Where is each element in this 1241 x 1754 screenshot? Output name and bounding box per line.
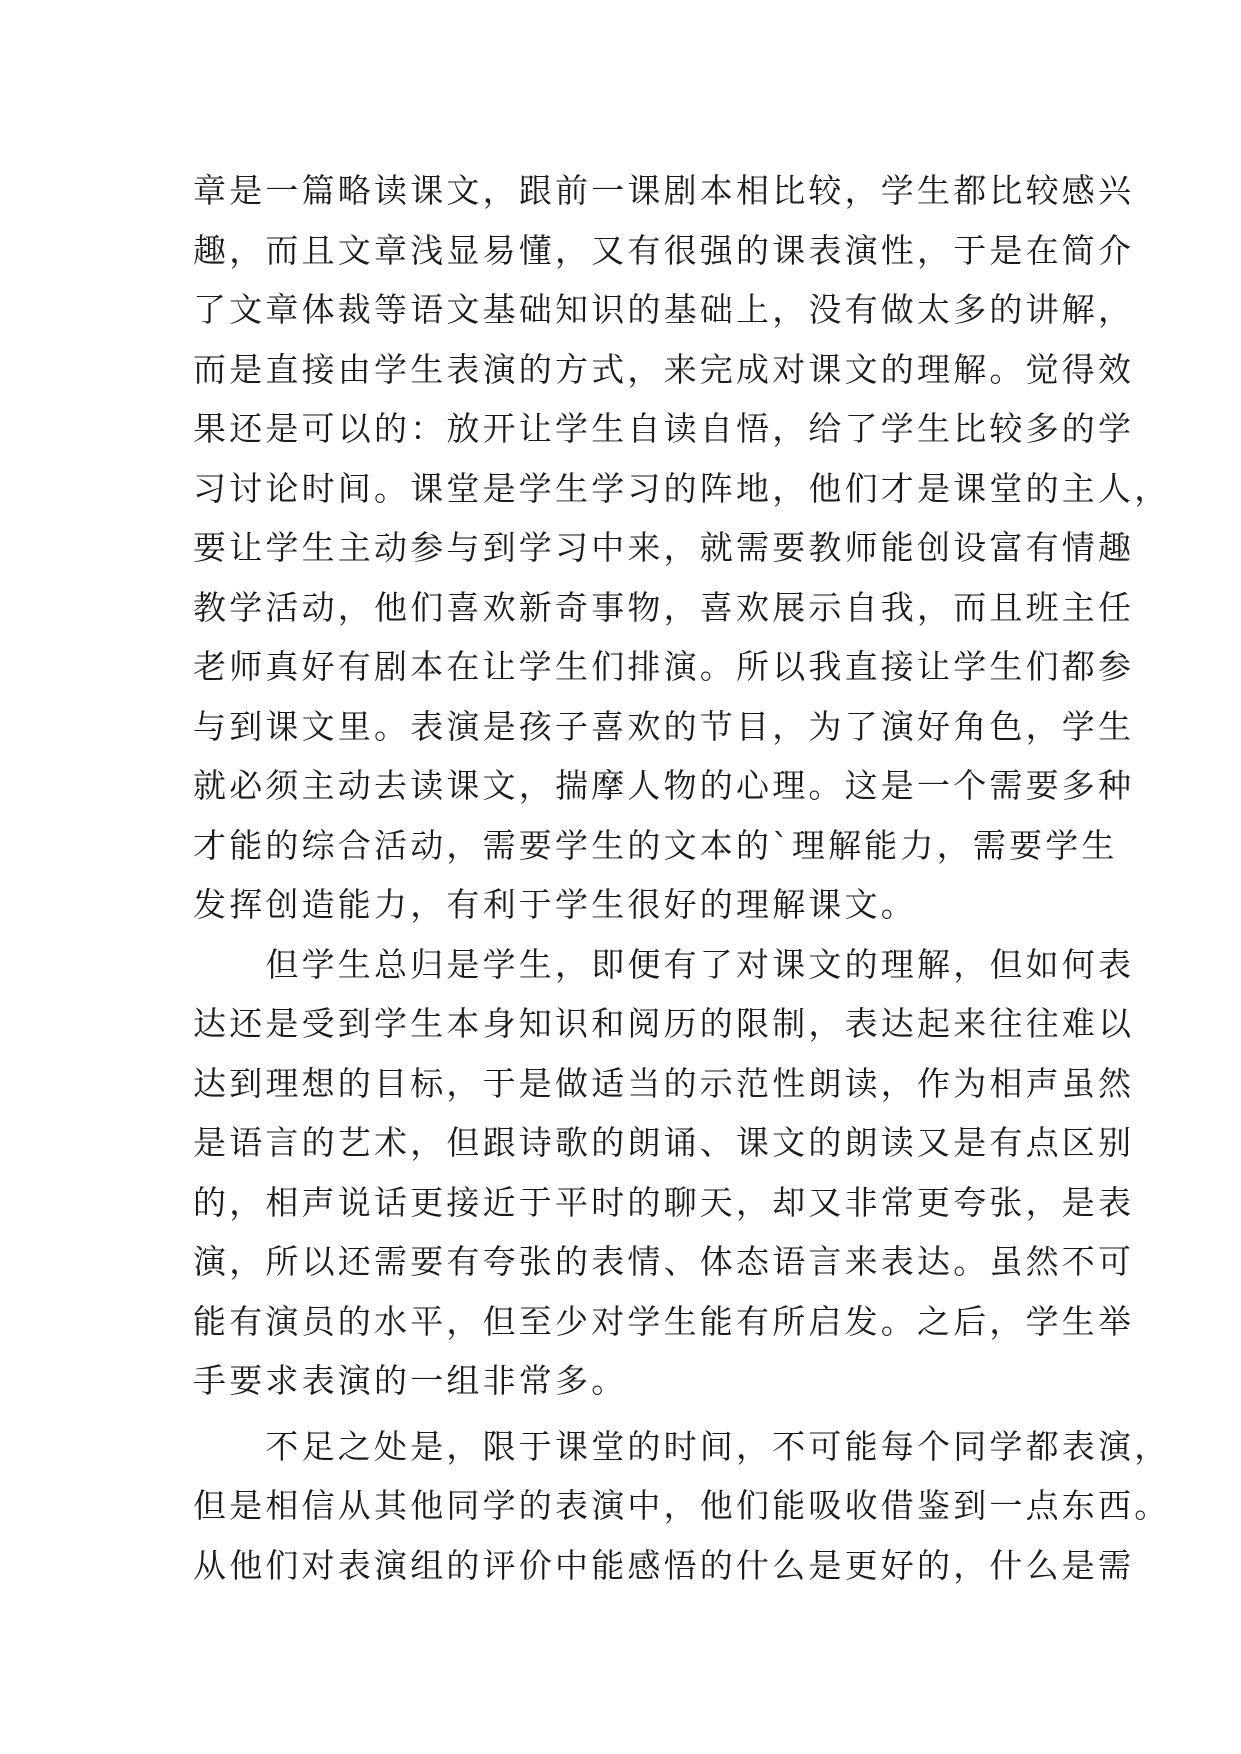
text-line: 习讨论时间。课堂是学生学习的阵地，他们才是课堂的主人， <box>193 468 1171 508</box>
text-line: 是语言的艺术，但跟诗歌的朗诵、课文的朗读又是有点区别 <box>193 1123 1135 1162</box>
text-line: 与到课文里。表演是孩子喜欢的节目，为了演好角色，学生 <box>193 706 1135 746</box>
text-line: 但是相信从其他同学的表演中，他们能吸收借鉴到一点东西。 <box>193 1486 1171 1525</box>
text-line: 达到理想的目标，于是做适当的示范性朗读，作为相声虽然 <box>193 1063 1135 1103</box>
text-line: 能有演员的水平，但至少对学生能有所启发。之后，学生举 <box>193 1301 1135 1341</box>
text-line: 老师真好有剧本在让学生们排演。所以我直接让学生们都参 <box>193 647 1135 686</box>
text-line: 演，所以还需要有夸张的表情、体态语言来表达。虽然不可 <box>193 1242 1135 1281</box>
text-line: 果还是可以的：放开让学生自读自悟，给了学生比较多的学 <box>193 409 1135 448</box>
paragraph-3 <box>193 1417 1171 1596</box>
text-line: 要让学生主动参与到学习中来，就需要教师能创设富有情趣 <box>193 528 1135 567</box>
text-line: 发挥创造能力，有利于学生很好的理解课文。 <box>193 885 917 924</box>
text-line: 趣，而且文章浅显易懂，又有很强的课表演性，于是在简介 <box>193 230 1135 270</box>
paragraph-2 <box>193 935 1135 1411</box>
text-line: 的，相声说话更接近于平时的聊天，却又非常更夸张，是表 <box>193 1182 1135 1222</box>
text-line: 教学活动，他们喜欢新奇事物，喜欢展示自我，而且班主任 <box>193 587 1135 627</box>
text-line: 了文章体裁等语文基础知识的基础上，没有做太多的讲解， <box>193 290 1135 329</box>
paragraph-1 <box>193 161 1171 935</box>
text-line: 手要求表演的一组非常多。 <box>193 1361 628 1400</box>
text-line: 从他们对表演组的评价中能感悟的什么是更好的，什么是需 <box>193 1545 1135 1585</box>
text-line: 但学生总归是学生，即便有了对课文的理解，但如何表 <box>193 944 1135 984</box>
text-line: 而是直接由学生表演的方式，来完成对课文的理解。觉得效 <box>193 349 1135 389</box>
text-line: 不足之处是，限于课堂的时间，不可能每个同学都表演， <box>193 1426 1171 1466</box>
body-text <box>193 161 1171 1595</box>
text-line: 就必须主动去读课文，揣摩人物的心理。这是一个需要多种 <box>193 766 1135 805</box>
text-line: 达还是受到学生本身知识和阅历的限制，表达起来往往难以 <box>193 1004 1135 1043</box>
text-line: 章是一篇略读课文，跟前一课剧本相比较，学生都比较感兴 <box>193 171 1135 210</box>
text-line: 才能的综合活动，需要学生的文本的`理解能力，需要学生 <box>193 825 1118 865</box>
